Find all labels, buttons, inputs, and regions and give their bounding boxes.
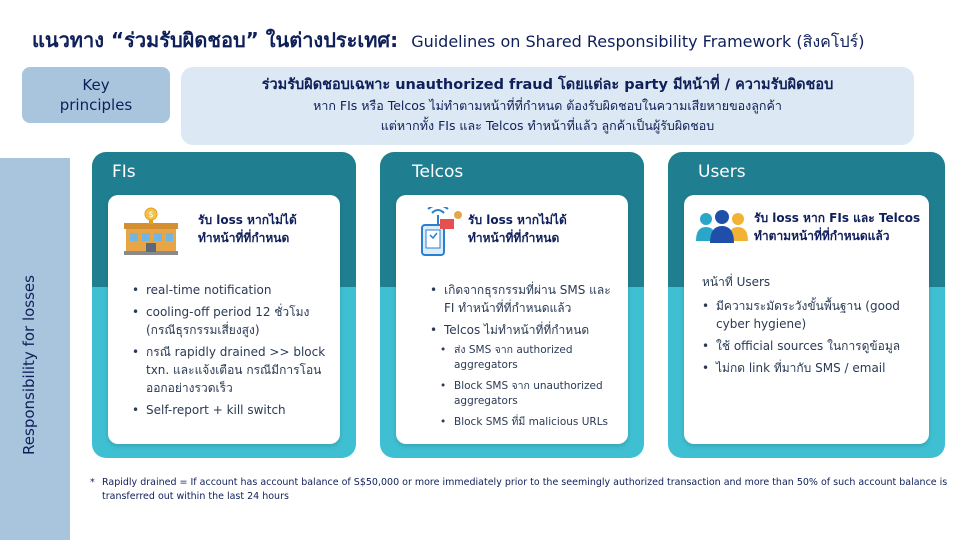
column-users — [668, 152, 945, 458]
column-fis-caption-line2: ทำหน้าที่ที่กำหนด — [198, 231, 290, 245]
column-fis-caption-line1: รับ loss หากไม่ได้ — [198, 213, 297, 227]
footnote — [90, 476, 952, 504]
key-principles-text — [181, 67, 914, 145]
list-subitem: • Block SMS ที่มี malicious URLs — [430, 415, 620, 430]
footnote-text: Rapidly drained = If account has account balance of S$50,000 or more immediately prior to the seemingly authorized transaction and more than 50% of such account balance is transferred out within the last 24 hours — [102, 477, 948, 502]
key-principles-headline: ร่วมรับผิดชอบเฉพาะ unauthorized fraud โดยแต่ละ party มีหน้าที่ / ความรับผิดชอบ — [261, 77, 834, 93]
column-users-header: Users — [698, 162, 746, 182]
list-item: • มีความระมัดระวังขั้นพื้นฐาน (good cyber hygiene) — [702, 297, 921, 333]
column-fis-caption — [198, 211, 297, 247]
column-fis-header: FIs — [112, 162, 136, 182]
list-subitem: • Block SMS จาก unauthorized aggregators — [430, 379, 620, 409]
svg-text:$: $ — [148, 210, 154, 219]
mobile-tower-icon — [418, 207, 468, 257]
column-fis-list — [132, 281, 332, 423]
column-telcos-header: Telcos — [412, 162, 464, 182]
column-telcos-caption — [468, 211, 567, 247]
column-telcos — [380, 152, 644, 458]
column-users-caption-line2: ทำตามหน้าที่ที่กำหนดแล้ว — [754, 229, 890, 243]
list-subitem: • ส่ง SMS จาก authorized aggregators — [430, 343, 620, 373]
list-item: • กรณี rapidly drained >> block txn. และแจ้งเตือน กรณีมีการโอนออกอย่างรวดเร็ว — [132, 343, 332, 397]
column-users-card — [684, 195, 929, 444]
column-telcos-card — [396, 195, 628, 444]
column-users-caption-line1: รับ loss หาก FIs และ Telcos — [754, 211, 921, 225]
title-english: Guidelines on Shared Responsibility Framework (สิงคโปร์) — [411, 32, 865, 51]
column-users-list — [702, 273, 921, 381]
list-item: • Telcos ไม่ทำหน้าที่ที่กำหนด — [430, 321, 620, 339]
key-principles-line3: แต่หากทั้ง FIs และ Telcos ทำหน้าที่แล้ว ลูกค้าเป็นผู้รับผิดชอบ — [380, 118, 715, 133]
column-telcos-caption-line1: รับ loss หากไม่ได้ — [468, 213, 567, 227]
column-users-caption — [754, 209, 920, 245]
column-telcos-caption-line2: ทำหน้าที่ที่กำหนด — [468, 231, 560, 245]
list-item: • Self-report + kill switch — [132, 401, 332, 419]
users-group-icon — [694, 209, 750, 243]
users-duty-heading: หน้าที่ Users — [702, 275, 771, 289]
bank-building-icon — [122, 207, 180, 257]
list-item: • real-time notification — [132, 281, 332, 299]
key-principles-label-line2: principles — [59, 96, 133, 114]
column-fis — [92, 152, 356, 458]
list-item: • ใช้ official sources ในการดูข้อมูล — [702, 337, 921, 355]
responsibility-label: Responsibility for losses — [20, 275, 38, 455]
footnote-star: * — [90, 477, 95, 488]
list-item: • เกิดจากธุรกรรมที่ผ่าน SMS และ FI ทำหน้าที่ที่กำหนดแล้ว — [430, 281, 620, 317]
page-title — [32, 24, 864, 56]
key-principles-label — [22, 67, 170, 123]
key-principles-label-line1: Key — [82, 76, 110, 94]
list-item: • cooling-off period 12 ชั่วโมง (กรณีธุรกรรมเสี่ยงสูง) — [132, 303, 332, 339]
list-item: • ไม่กด link ที่มากับ SMS / email — [702, 359, 921, 377]
key-principles-line2: หาก FIs หรือ Telcos ไม่ทำตามหน้าที่ที่กำหนด ต้องรับผิดชอบในความเสียหายของลูกค้า — [313, 98, 782, 113]
title-thai: แนวทาง “ร่วมรับผิดชอบ” ในต่างประเทศ: — [32, 28, 399, 52]
column-telcos-list — [430, 281, 620, 436]
column-fis-card — [108, 195, 340, 444]
